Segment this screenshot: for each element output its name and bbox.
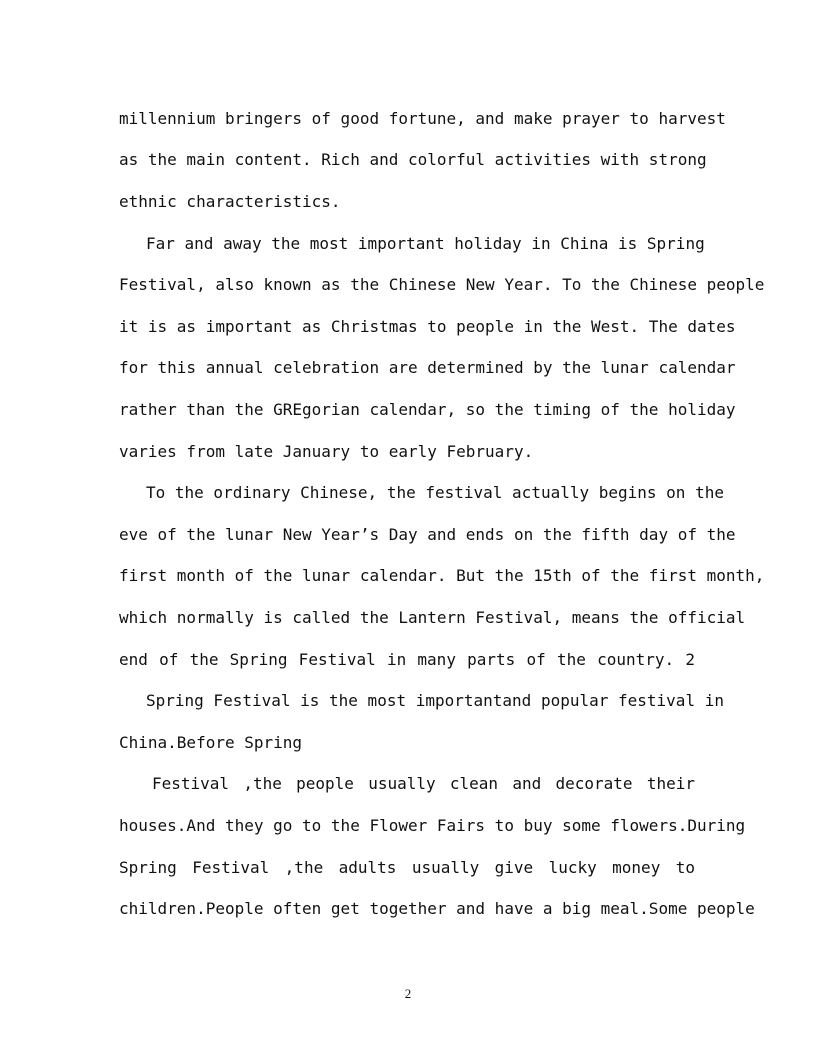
paragraph-first-line: Festival ,the people usually clean and decorate their xyxy=(152,774,695,793)
text-line: children.People often get together and have a big meal.Some people xyxy=(119,899,755,918)
paragraph-first-line: To the ordinary Chinese, the festival actually begins on the xyxy=(146,483,724,502)
text-line: rather than the GREgorian calendar, so the timing of the holiday xyxy=(119,400,736,419)
text-line: eve of the lunar New Year’s Day and ends on the fifth day of the xyxy=(119,525,736,544)
text-line: millennium bringers of good fortune, and make prayer to harvest xyxy=(119,109,726,128)
page-number: 2 xyxy=(404,986,412,1001)
text-line: which normally is called the Lantern Festival, means the official xyxy=(119,608,746,627)
text-line: Spring Festival ,the adults usually give lucky money to xyxy=(119,858,695,877)
text-line: as the main content. Rich and colorful activities with strong xyxy=(119,150,707,169)
text-line: China.Before Spring xyxy=(119,733,303,752)
text-line: houses.And they go to the Flower Fairs to buy some flowers.During xyxy=(119,816,746,835)
text-line: it is as important as Christmas to people in the West. The dates xyxy=(119,317,736,336)
paragraph-first-line: Far and away the most important holiday in China is Spring xyxy=(146,234,705,253)
text-line: Festival, also known as the Chinese New Year. To the Chinese people xyxy=(119,275,765,294)
text-line: varies from late January to early February. xyxy=(119,442,534,461)
text-line: for this annual celebration are determined by the lunar calendar xyxy=(119,358,736,377)
text-line: first month of the lunar calendar. But the 15th of the first month, xyxy=(119,566,765,585)
paragraph-first-line: Spring Festival is the most importantand popular festival in xyxy=(146,691,724,710)
text-line: end of the Spring Festival in many parts of the country. 2 xyxy=(119,650,695,669)
text-line: ethnic characteristics. xyxy=(119,192,341,211)
